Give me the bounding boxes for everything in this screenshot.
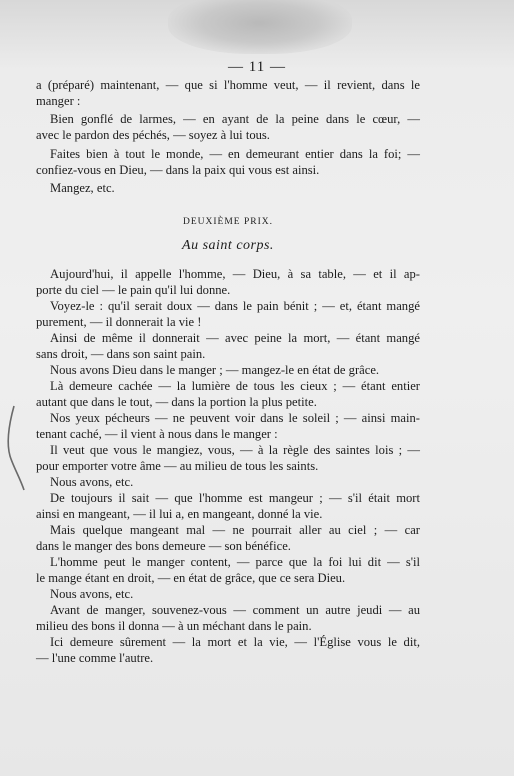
page-number: — 11 — <box>228 59 286 75</box>
text-line: pour emporter votre âme — au milieu de tous les saints. <box>36 459 319 473</box>
text-line: manger : <box>36 94 81 108</box>
text-line: Voyez-le : qu'il serait doux — dans le pain bénit ; — et, étant mangé <box>50 299 420 313</box>
text-line: Ainsi de même il donnerait — avec peine la mort, — étant mangé <box>50 331 420 345</box>
ink-smudge <box>168 0 352 54</box>
text-line: dans le manger des bons demeure — son bénéfice. <box>36 539 291 553</box>
text-line: Faites bien à tout le monde, — en demeurant entier dans la foi; — <box>50 147 420 161</box>
text-line: L'homme peut le manger content, — parce que la foi lui dit — s'il <box>50 555 420 569</box>
section-title: Au saint corps. <box>182 238 274 253</box>
text-line: Mais quelque mangeant mal — ne pourrait aller au ciel ; — car <box>50 523 420 537</box>
text-line: Aujourd'hui, il appelle l'homme, — Dieu, à sa table, — et il ap- <box>50 267 420 281</box>
text-line: De toujours il sait — que l'homme est mangeur ; — s'il était mort <box>50 491 420 505</box>
text-line: Nous avons Dieu dans le manger ; — mangez-le en état de grâce. <box>50 363 380 377</box>
text-line: Il veut que vous le mangiez, vous, — à la règle des saintes lois ; — <box>50 443 420 457</box>
text-line: a (préparé) maintenant, — que si l'homme veut, — il revient, dans le <box>36 78 420 92</box>
text-line: Nous avons, etc. <box>50 587 134 601</box>
text-line: Avant de manger, souvenez-vous — comment un autre jeudi — au <box>50 603 420 617</box>
text-line: le mange étant en droit, — en état de grâce, que ce sera Dieu. <box>36 571 346 585</box>
text-line: — l'une comme l'autre. <box>36 651 154 665</box>
text-line: autant que dans le tout, — dans la portion la plus petite. <box>36 395 317 409</box>
text-line: sans droit, — dans son saint pain. <box>36 347 206 361</box>
text-line: ainsi en mangeant, — il lui a, en mangeant, donné la vie. <box>36 507 323 521</box>
text-line: avec le pardon des péchés, — soyez à lui tous. <box>36 128 270 142</box>
text-line: Là demeure cachée — la lumière de tous les cieux ; — étant entier <box>50 379 420 393</box>
pencil-mark <box>0 404 26 494</box>
text-line: milieu des bons il donna — à un méchant dans le pain. <box>36 619 312 633</box>
text-line: confiez-vous en Dieu, — dans la paix qui vous est ainsi. <box>36 163 320 177</box>
text-line: tenant caché, — il vient à nous dans le manger : <box>36 427 278 441</box>
text-line: Ici demeure sûrement — la mort et la vie, — l'Église vous le dit, <box>50 635 420 649</box>
text-line: Bien gonflé de larmes, — en ayant de la peine dans le cœur, — <box>50 112 420 126</box>
text-line: purement, — il donnerait la vie ! <box>36 315 202 329</box>
text-line: Nos yeux pécheurs — ne peuvent voir dans le soleil ; — ainsi main- <box>50 411 420 425</box>
text-line: porte du ciel — le pain qu'il lui donne. <box>36 283 231 297</box>
text-line: Nous avons, etc. <box>50 475 134 489</box>
text-line: Mangez, etc. <box>50 181 115 195</box>
section-label: DEUXIÈME PRIX. <box>183 217 273 227</box>
